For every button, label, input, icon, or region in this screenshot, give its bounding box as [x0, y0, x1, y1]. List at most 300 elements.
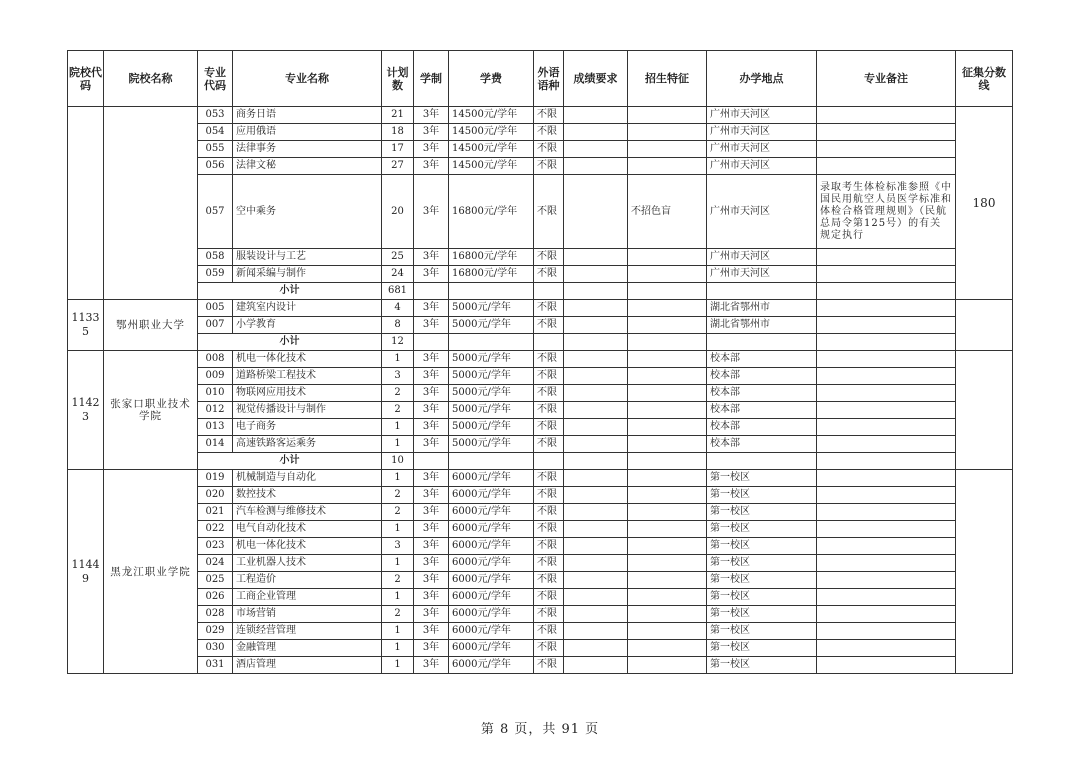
table-row [68, 158, 1013, 175]
plan-count: 1 [382, 470, 414, 487]
empty-cell [707, 283, 817, 300]
major-name: 金融管理 [233, 640, 382, 657]
school-name: 黑龙江职业学院 [104, 470, 198, 674]
duration: 3年 [414, 368, 449, 385]
plan-count: 1 [382, 623, 414, 640]
duration: 3年 [414, 436, 449, 453]
major-name: 工商企业管理 [233, 589, 382, 606]
table-row [68, 419, 1013, 436]
plan-count: 1 [382, 436, 414, 453]
language: 不限 [534, 640, 564, 657]
language: 不限 [534, 368, 564, 385]
major-code: 007 [198, 317, 233, 334]
language: 不限 [534, 317, 564, 334]
duration: 3年 [414, 521, 449, 538]
major-code: 031 [198, 657, 233, 674]
duration: 3年 [414, 141, 449, 158]
score-requirement [564, 141, 628, 158]
tuition: 6000元/学年 [449, 538, 534, 555]
major-name: 工程造价 [233, 572, 382, 589]
table-row [68, 538, 1013, 555]
empty-cell [449, 453, 534, 470]
subtotal-value: 681 [382, 283, 414, 300]
tuition: 5000元/学年 [449, 351, 534, 368]
language: 不限 [534, 266, 564, 283]
duration: 3年 [414, 249, 449, 266]
cutoff-score: 180 [956, 107, 1013, 300]
admission-features [628, 487, 707, 504]
major-name: 机电一体化技术 [233, 351, 382, 368]
empty-cell [564, 453, 628, 470]
cutoff-score [956, 470, 1013, 674]
admission-features [628, 521, 707, 538]
language: 不限 [534, 657, 564, 674]
major-code: 059 [198, 266, 233, 283]
tuition: 5000元/学年 [449, 385, 534, 402]
table-row [68, 402, 1013, 419]
duration: 3年 [414, 402, 449, 419]
major-remark [817, 555, 956, 572]
admission-features [628, 657, 707, 674]
major-remark [817, 249, 956, 266]
major-remark [817, 368, 956, 385]
plan-count: 25 [382, 249, 414, 266]
score-requirement [564, 266, 628, 283]
plan-count: 1 [382, 640, 414, 657]
major-remark [817, 521, 956, 538]
campus-location: 广州市天河区 [707, 249, 817, 266]
table-row [68, 317, 1013, 334]
school-code: 11423 [68, 351, 104, 470]
table-row [68, 589, 1013, 606]
school-name: 鄂州职业大学 [104, 300, 198, 351]
major-name: 机电一体化技术 [233, 538, 382, 555]
score-requirement [564, 158, 628, 175]
plan-count: 18 [382, 124, 414, 141]
table-row [68, 657, 1013, 674]
major-name: 建筑室内设计 [233, 300, 382, 317]
admission-features [628, 317, 707, 334]
campus-location: 第一校区 [707, 538, 817, 555]
tuition: 5000元/学年 [449, 368, 534, 385]
admission-features [628, 300, 707, 317]
duration: 3年 [414, 504, 449, 521]
plan-count: 4 [382, 300, 414, 317]
plan-count: 1 [382, 555, 414, 572]
score-requirement [564, 487, 628, 504]
table-row [68, 504, 1013, 521]
campus-location: 第一校区 [707, 572, 817, 589]
language: 不限 [534, 158, 564, 175]
major-code: 029 [198, 623, 233, 640]
table-body [68, 107, 1013, 674]
duration: 3年 [414, 555, 449, 572]
campus-location: 广州市天河区 [707, 141, 817, 158]
major-remark [817, 107, 956, 124]
major-code: 014 [198, 436, 233, 453]
table-row [68, 470, 1013, 487]
admission-features [628, 351, 707, 368]
language: 不限 [534, 572, 564, 589]
major-code: 019 [198, 470, 233, 487]
major-name: 机械制造与自动化 [233, 470, 382, 487]
major-remark [817, 470, 956, 487]
col-remark: 专业备注 [817, 51, 956, 107]
empty-cell [628, 334, 707, 351]
duration: 3年 [414, 317, 449, 334]
plan-count: 20 [382, 175, 414, 249]
tuition: 6000元/学年 [449, 657, 534, 674]
tuition: 6000元/学年 [449, 521, 534, 538]
plan-count: 17 [382, 141, 414, 158]
table-row [68, 368, 1013, 385]
language: 不限 [534, 107, 564, 124]
score-requirement [564, 300, 628, 317]
campus-location: 第一校区 [707, 606, 817, 623]
campus-location: 广州市天河区 [707, 175, 817, 249]
subtotal-row [68, 283, 1013, 300]
subtotal-value: 10 [382, 453, 414, 470]
language: 不限 [534, 402, 564, 419]
major-name: 连锁经营管理 [233, 623, 382, 640]
table-row [68, 266, 1013, 283]
plan-count: 1 [382, 521, 414, 538]
language: 不限 [534, 141, 564, 158]
language: 不限 [534, 249, 564, 266]
col-school-name: 院校名称 [104, 51, 198, 107]
campus-location: 湖北省鄂州市 [707, 317, 817, 334]
admission-features [628, 572, 707, 589]
empty-cell [707, 453, 817, 470]
major-code: 058 [198, 249, 233, 266]
empty-cell [564, 334, 628, 351]
score-requirement [564, 249, 628, 266]
subtotal-row [68, 334, 1013, 351]
plan-count: 1 [382, 419, 414, 436]
campus-location: 校本部 [707, 436, 817, 453]
major-remark [817, 266, 956, 283]
major-code: 005 [198, 300, 233, 317]
table-row [68, 436, 1013, 453]
major-code: 024 [198, 555, 233, 572]
campus-location: 校本部 [707, 419, 817, 436]
tuition: 14500元/学年 [449, 107, 534, 124]
major-name: 数控技术 [233, 487, 382, 504]
major-remark [817, 436, 956, 453]
plan-count: 2 [382, 402, 414, 419]
campus-location: 第一校区 [707, 504, 817, 521]
duration: 3年 [414, 623, 449, 640]
campus-location: 广州市天河区 [707, 266, 817, 283]
school-code [68, 107, 104, 300]
campus-location: 第一校区 [707, 487, 817, 504]
school-code: 11449 [68, 470, 104, 674]
major-code: 012 [198, 402, 233, 419]
col-major-code: 专业代码 [198, 51, 233, 107]
duration: 3年 [414, 385, 449, 402]
score-requirement [564, 538, 628, 555]
tuition: 6000元/学年 [449, 504, 534, 521]
language: 不限 [534, 124, 564, 141]
duration: 3年 [414, 124, 449, 141]
table-row [68, 175, 1013, 249]
admission-features [628, 158, 707, 175]
major-name: 应用俄语 [233, 124, 382, 141]
tuition: 5000元/学年 [449, 436, 534, 453]
language: 不限 [534, 487, 564, 504]
language: 不限 [534, 419, 564, 436]
score-requirement [564, 317, 628, 334]
tuition: 6000元/学年 [449, 487, 534, 504]
table-row [68, 623, 1013, 640]
empty-cell [628, 453, 707, 470]
language: 不限 [534, 555, 564, 572]
tuition: 6000元/学年 [449, 555, 534, 572]
col-school-code: 院校代码 [68, 51, 104, 107]
major-code: 056 [198, 158, 233, 175]
empty-cell [449, 283, 534, 300]
score-requirement [564, 436, 628, 453]
score-requirement [564, 419, 628, 436]
plan-count: 1 [382, 351, 414, 368]
major-name: 新闻采编与制作 [233, 266, 382, 283]
campus-location: 校本部 [707, 402, 817, 419]
subtotal-label: 小计 [198, 334, 382, 351]
major-remark [817, 640, 956, 657]
empty-cell [817, 334, 956, 351]
col-major-name: 专业名称 [233, 51, 382, 107]
major-remark [817, 158, 956, 175]
campus-location: 校本部 [707, 351, 817, 368]
plan-count: 3 [382, 538, 414, 555]
major-code: 053 [198, 107, 233, 124]
table-row [68, 606, 1013, 623]
language: 不限 [534, 351, 564, 368]
tuition: 16800元/学年 [449, 175, 534, 249]
admission-features [628, 141, 707, 158]
major-name: 法律事务 [233, 141, 382, 158]
duration: 3年 [414, 351, 449, 368]
table-row [68, 640, 1013, 657]
major-code: 022 [198, 521, 233, 538]
empty-cell [534, 283, 564, 300]
plan-count: 1 [382, 589, 414, 606]
major-remark [817, 300, 956, 317]
duration: 3年 [414, 538, 449, 555]
admission-features [628, 249, 707, 266]
major-name: 空中乘务 [233, 175, 382, 249]
major-remark [817, 572, 956, 589]
score-requirement [564, 351, 628, 368]
campus-location: 第一校区 [707, 555, 817, 572]
language: 不限 [534, 538, 564, 555]
campus-location: 第一校区 [707, 589, 817, 606]
duration: 3年 [414, 487, 449, 504]
tuition: 5000元/学年 [449, 419, 534, 436]
plan-count: 2 [382, 487, 414, 504]
school-code: 11335 [68, 300, 104, 351]
language: 不限 [534, 436, 564, 453]
duration: 3年 [414, 589, 449, 606]
score-requirement [564, 521, 628, 538]
col-cutoff: 征集分数线 [956, 51, 1013, 107]
empty-cell [817, 453, 956, 470]
admission-features [628, 623, 707, 640]
empty-cell [534, 453, 564, 470]
score-requirement [564, 368, 628, 385]
admission-features [628, 402, 707, 419]
admission-features [628, 385, 707, 402]
campus-location: 校本部 [707, 385, 817, 402]
duration: 3年 [414, 266, 449, 283]
score-requirement [564, 385, 628, 402]
table-row [68, 300, 1013, 317]
table-row [68, 124, 1013, 141]
major-remark [817, 606, 956, 623]
campus-location: 第一校区 [707, 470, 817, 487]
campus-location: 校本部 [707, 368, 817, 385]
major-name: 工业机器人技术 [233, 555, 382, 572]
major-name: 法律文秘 [233, 158, 382, 175]
tuition: 5000元/学年 [449, 402, 534, 419]
empty-cell [628, 283, 707, 300]
campus-location: 第一校区 [707, 623, 817, 640]
major-remark [817, 538, 956, 555]
major-name: 服装设计与工艺 [233, 249, 382, 266]
table-row [68, 521, 1013, 538]
major-code: 030 [198, 640, 233, 657]
duration: 3年 [414, 107, 449, 124]
major-name: 酒店管理 [233, 657, 382, 674]
col-plan: 计划数 [382, 51, 414, 107]
major-code: 023 [198, 538, 233, 555]
campus-location: 广州市天河区 [707, 124, 817, 141]
admissions-table [67, 50, 1013, 674]
plan-count: 2 [382, 385, 414, 402]
tuition: 6000元/学年 [449, 589, 534, 606]
table-row [68, 487, 1013, 504]
tuition: 5000元/学年 [449, 300, 534, 317]
table-row [68, 107, 1013, 124]
score-requirement [564, 124, 628, 141]
major-code: 055 [198, 141, 233, 158]
major-code: 010 [198, 385, 233, 402]
plan-count: 2 [382, 504, 414, 521]
language: 不限 [534, 504, 564, 521]
campus-location: 湖北省鄂州市 [707, 300, 817, 317]
score-requirement [564, 107, 628, 124]
duration: 3年 [414, 158, 449, 175]
major-remark [817, 385, 956, 402]
score-requirement [564, 623, 628, 640]
empty-cell [414, 334, 449, 351]
table-row [68, 141, 1013, 158]
campus-location: 第一校区 [707, 521, 817, 538]
plan-count: 3 [382, 368, 414, 385]
major-remark [817, 402, 956, 419]
language: 不限 [534, 623, 564, 640]
admission-features [628, 124, 707, 141]
major-remark [817, 487, 956, 504]
tuition: 6000元/学年 [449, 623, 534, 640]
score-requirement [564, 504, 628, 521]
col-location: 办学地点 [707, 51, 817, 107]
major-name: 电子商务 [233, 419, 382, 436]
empty-cell [534, 334, 564, 351]
campus-location: 第一校区 [707, 640, 817, 657]
duration: 3年 [414, 606, 449, 623]
subtotal-label: 小计 [198, 283, 382, 300]
major-code: 028 [198, 606, 233, 623]
plan-count: 8 [382, 317, 414, 334]
major-name: 汽车检测与维修技术 [233, 504, 382, 521]
major-name: 高速铁路客运乘务 [233, 436, 382, 453]
duration: 3年 [414, 572, 449, 589]
col-tuition: 学费 [449, 51, 534, 107]
tuition: 6000元/学年 [449, 572, 534, 589]
empty-cell [449, 334, 534, 351]
table-row [68, 249, 1013, 266]
page-footer: 第 8 页，共 91 页 [480, 722, 600, 737]
major-remark [817, 124, 956, 141]
admission-features [628, 640, 707, 657]
school-name: 张家口职业技术学院 [104, 351, 198, 470]
plan-count: 1 [382, 657, 414, 674]
major-name: 物联网应用技术 [233, 385, 382, 402]
school-name [104, 107, 198, 300]
admission-features [628, 470, 707, 487]
score-requirement [564, 657, 628, 674]
major-code: 008 [198, 351, 233, 368]
campus-location: 第一校区 [707, 657, 817, 674]
admission-features [628, 419, 707, 436]
duration: 3年 [414, 657, 449, 674]
duration: 3年 [414, 640, 449, 657]
major-remark [817, 419, 956, 436]
duration: 3年 [414, 470, 449, 487]
col-features: 招生特征 [628, 51, 707, 107]
major-code: 013 [198, 419, 233, 436]
admission-features [628, 368, 707, 385]
language: 不限 [534, 175, 564, 249]
subtotal-label: 小计 [198, 453, 382, 470]
empty-cell [817, 283, 956, 300]
campus-location: 广州市天河区 [707, 158, 817, 175]
col-score-req: 成绩要求 [564, 51, 628, 107]
score-requirement [564, 606, 628, 623]
major-remark: 录取考生体检标准参照《中国民用航空人员医学标准和体检合格管理规则》（民航总局令第125号）的有关规定执行 [817, 175, 956, 249]
major-name: 视觉传播设计与制作 [233, 402, 382, 419]
tuition: 16800元/学年 [449, 249, 534, 266]
table-row [68, 572, 1013, 589]
plan-count: 24 [382, 266, 414, 283]
admission-features [628, 266, 707, 283]
plan-count: 2 [382, 572, 414, 589]
major-remark [817, 317, 956, 334]
major-name: 市场营销 [233, 606, 382, 623]
score-requirement [564, 470, 628, 487]
table-row [68, 555, 1013, 572]
major-code: 009 [198, 368, 233, 385]
table-row [68, 385, 1013, 402]
admission-features [628, 107, 707, 124]
empty-cell [707, 334, 817, 351]
campus-location: 广州市天河区 [707, 107, 817, 124]
major-code: 020 [198, 487, 233, 504]
cutoff-score [956, 351, 1013, 470]
tuition: 5000元/学年 [449, 317, 534, 334]
admission-features: 不招色盲 [628, 175, 707, 249]
